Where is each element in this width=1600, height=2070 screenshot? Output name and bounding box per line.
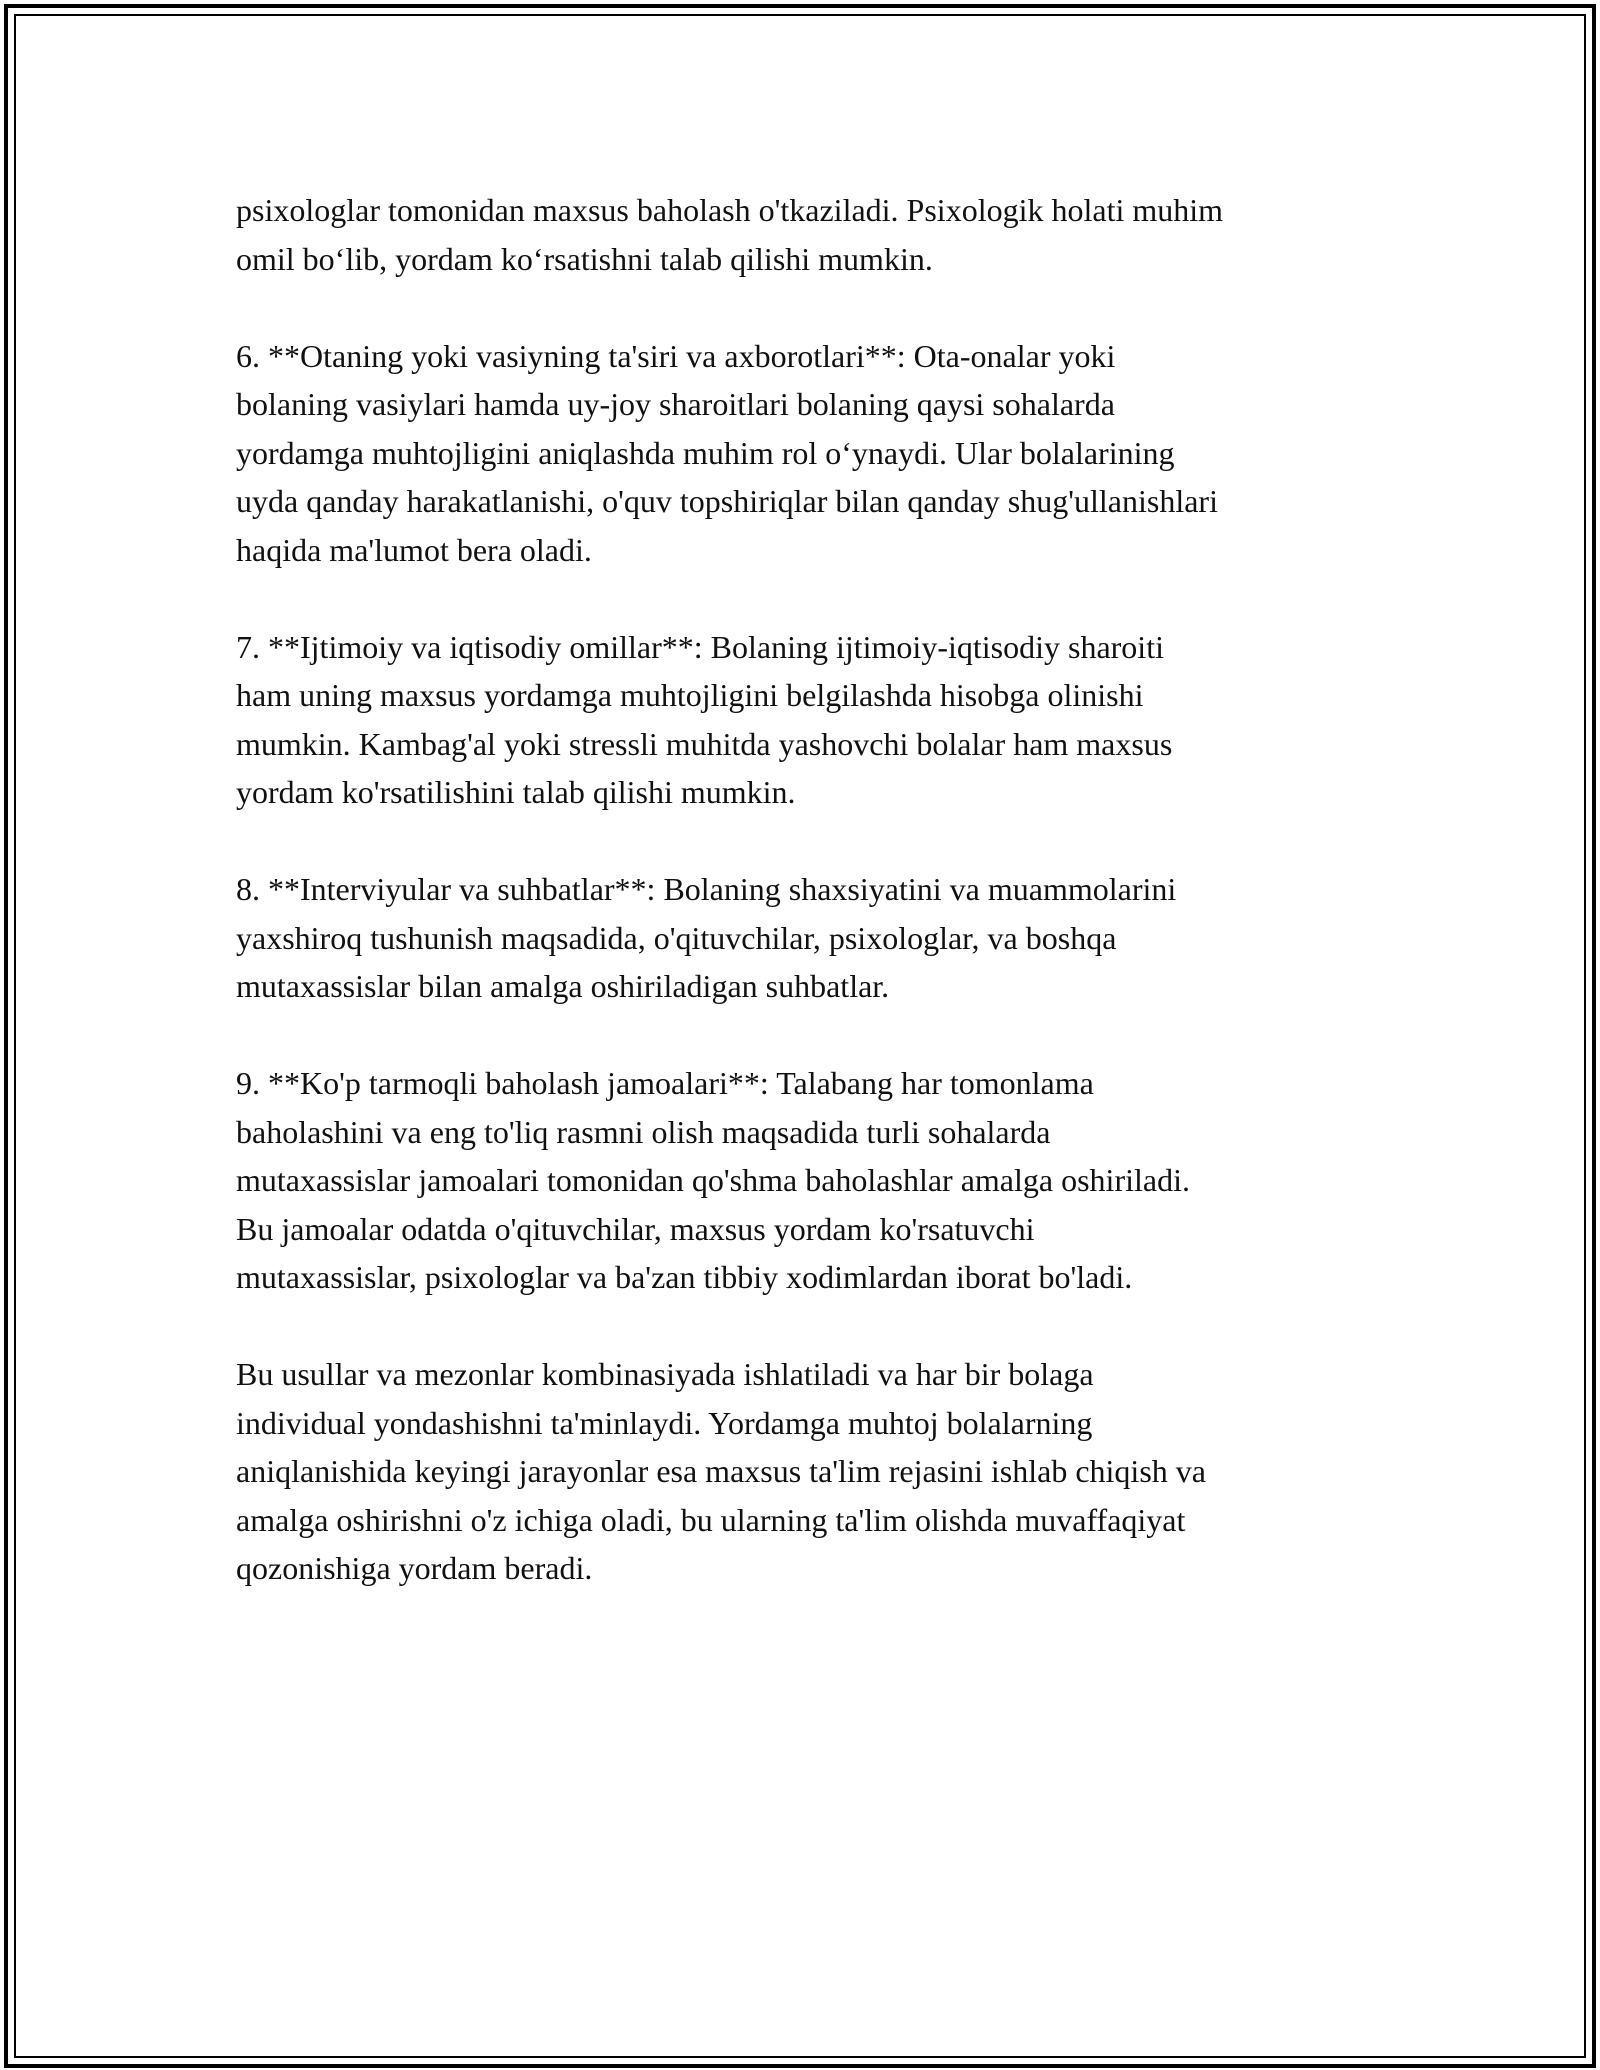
- document-body: [236, 186, 1386, 1641]
- paragraph-item-6-parents-influence: 6. **Otaning yoki vasiyning ta'siri va axborotlari**: Ota-onalar yoki bolaning vasiylari hamda uy-joy sharoitlari bolaning qaysi sohalarda yordamga muhtojligini aniqlashda muhim rol o‘ynaydi. Ular bolalarining uyda qanday harakatlanishi, o'quv topshiriqlar bilan qanday shug'ullanishlari haqida ma'lumot bera oladi.: [236, 337, 1218, 568]
- paragraph-item-8-interviews: 8. **Interviyular va suhbatlar**: Bolaning shaxsiyatini va muammolarini yaxshiroq tushunish maqsadida, o'qituvchilar, psixologlar, va boshqa mutaxassislar bilan amalga oshiriladigan suhbatlar.: [236, 871, 1177, 1004]
- paragraph-psychological-state: psixologlar tomonidan maxsus baholash o'tkaziladi. Psixologik holati muhim omil bo‘lib, yordam ko‘rsatishni talab qilishi mumkin.: [236, 192, 1224, 277]
- paragraph-item-9-assessment-teams: 9. **Ko'p tarmoqli baholash jamoalari**: Talabang har tomonlama baholashini va eng to'liq rasmni olish maqsadida turli sohalarda mutaxassislar jamoalari tomonidan qo'shma baholashlar amalga oshiriladi. Bu jamoalar odatda o'qituvchilar, maxsus yordam ko'rsatuvchi mutaxassislar, psixologlar va ba'zan tibbiy xodimlardan iborat bo'ladi.: [236, 1065, 1190, 1295]
- paragraph-conclusion: Bu usullar va mezonlar kombinasiyada ishlatiladi va har bir bolaga individual yondashishni ta'minlaydi. Yordamga muhtoj bolalarning aniqlanishida keyingi jarayonlar esa maxsus ta'lim rejasini ishlab chiqish va amalga oshirishni o'z ichiga oladi, bu ularning ta'lim olishda muvaffaqiyat qozonishiga yordam beradi.: [236, 1356, 1206, 1586]
- paragraph-item-7-socioeconomic-factors: 7. **Ijtimoiy va iqtisodiy omillar**: Bolaning ijtimoiy-iqtisodiy sharoiti ham uning maxsus yordamga muhtojligini belgilashda hisobga olinishi mumkin. Kambag'al yoki stressli muhitda yashovchi bolalar ham maxsus yordam ko'rsatilishini talab qilishi mumkin.: [236, 628, 1173, 810]
